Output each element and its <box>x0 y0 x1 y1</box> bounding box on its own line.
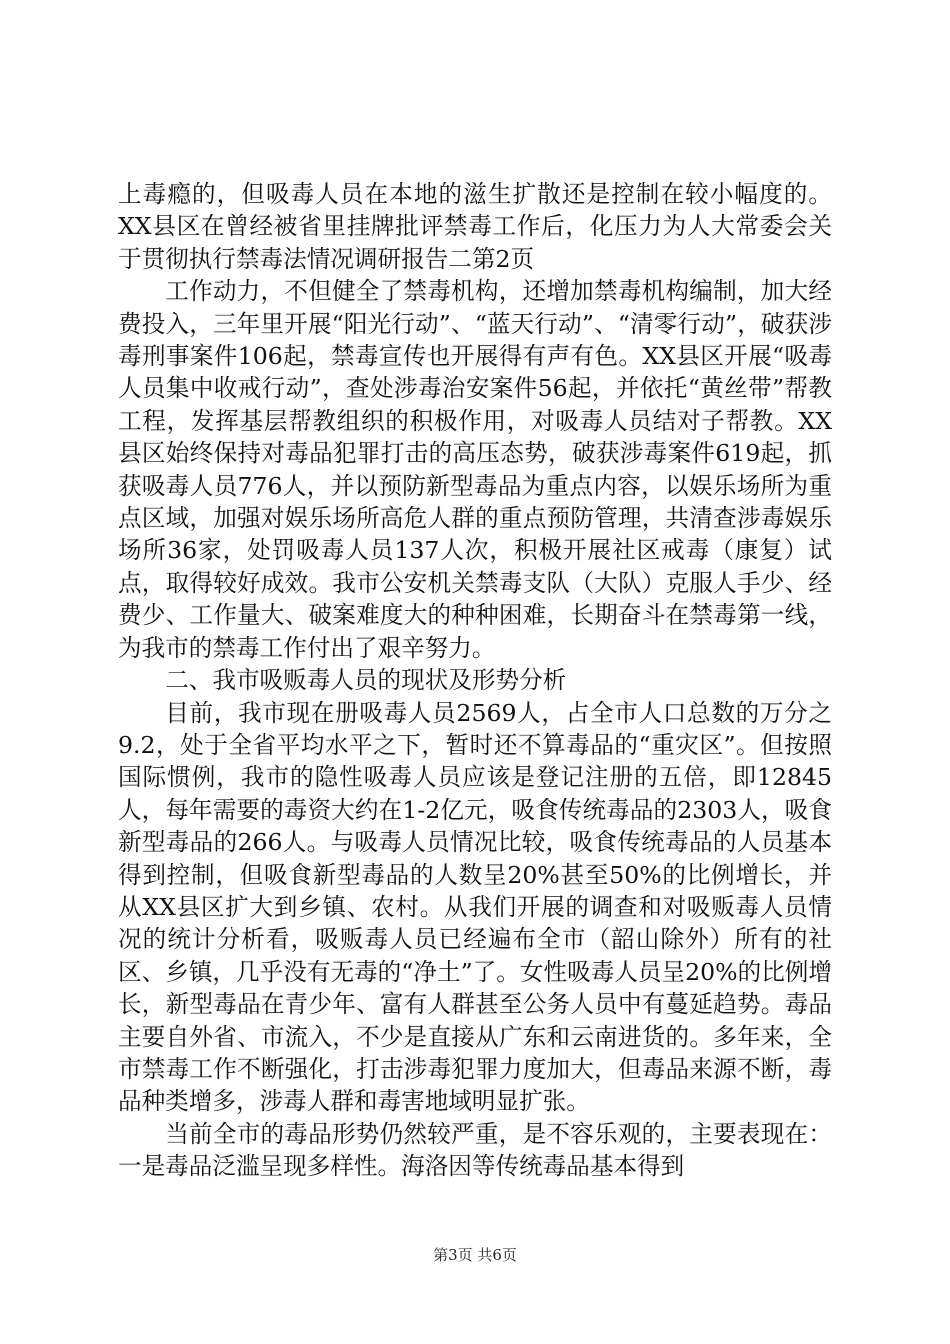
document-body <box>118 178 832 1183</box>
paragraph-1: 上毒瘾的，但吸毒人员在本地的滋生扩散还是控制在较小幅度的。XX县区在曾经被省里挂牌批评禁毒工作后，化压力为人大常委会关于贯彻执行禁毒法情况调研报告二第2页 <box>118 180 832 273</box>
paragraph-2: 工作动力，不但健全了禁毒机构，还增加禁毒机构编制，加大经费投入，三年里开展“阳光行动”、“蓝天行动”、“清零行动”，破获涉毒刑事案件106起，禁毒宣传也开展得有声有色。XX县区开展“吸毒人员集中收戒行动”，查处涉毒治安案件56起，并依托“黄丝带”帮教工程，发挥基层帮教组织的积极作用，对吸毒人员结对子帮教。XX县区始终保持对毒品犯罪打击的高压态势，破获涉毒案件619起，抓获吸毒人员776人，并以预防新型毒品为重点内容，以娱乐场所为重点区域，加强对娱乐场所高危人群的重点预防管理，共清查涉毒娱乐场所36家，处罚吸毒人员137人次，积极开展社区戒毒（康复）试点，取得较好成效。我市公安机关禁毒支队（大队）克服人手少、经费少、工作量大、破案难度大的种种困难，长期奋斗在禁毒第一线，为我市的禁毒工作付出了艰辛努力。 <box>118 277 832 662</box>
paragraph-3: 目前，我市现在册吸毒人员2569人，占全市人口总数的万分之9.2，处于全省平均水平之下，暂时还不算毒品的“重灾区”。但按照国际惯例，我市的隐性吸毒人员应该是登记注册的五倍，即12845人，每年需要的毒资大约在1-2亿元，吸食传统毒品的2303人，吸食新型毒品的266人。与吸毒人员情况比较，吸食传统毒品的人员基本得到控制，但吸食新型毒品的人数呈20%甚至50%的比例增长，并从XX县区扩大到乡镇、农村。从我们开展的调查和对吸贩毒人员情况的统计分析看，吸贩毒人员已经遍布全市（韶山除外）所有的社区、乡镇，几乎没有无毒的“净土”了。女性吸毒人员呈20%的比例增长，新型毒品在青少年、富有人群甚至公务人员中有蔓延趋势。毒品主要自外省、市流入，不少是直接从广东和云南进货的。多年来，全市禁毒工作不断强化，打击涉毒犯罪力度加大，但毒品来源不断，毒品种类增多，涉毒人群和毒害地域明显扩张。 <box>118 698 832 1116</box>
paragraph-4: 当前全市的毒品形势仍然较严重，是不容乐观的，主要表现在：一是毒品泛滥呈现多样性。海洛因等传统毒品基本得到 <box>118 1119 832 1181</box>
page-footer: 第3页 共6页 <box>433 1246 517 1264</box>
section-heading: 二、我市吸贩毒人员的现状及形势分析 <box>165 666 567 695</box>
